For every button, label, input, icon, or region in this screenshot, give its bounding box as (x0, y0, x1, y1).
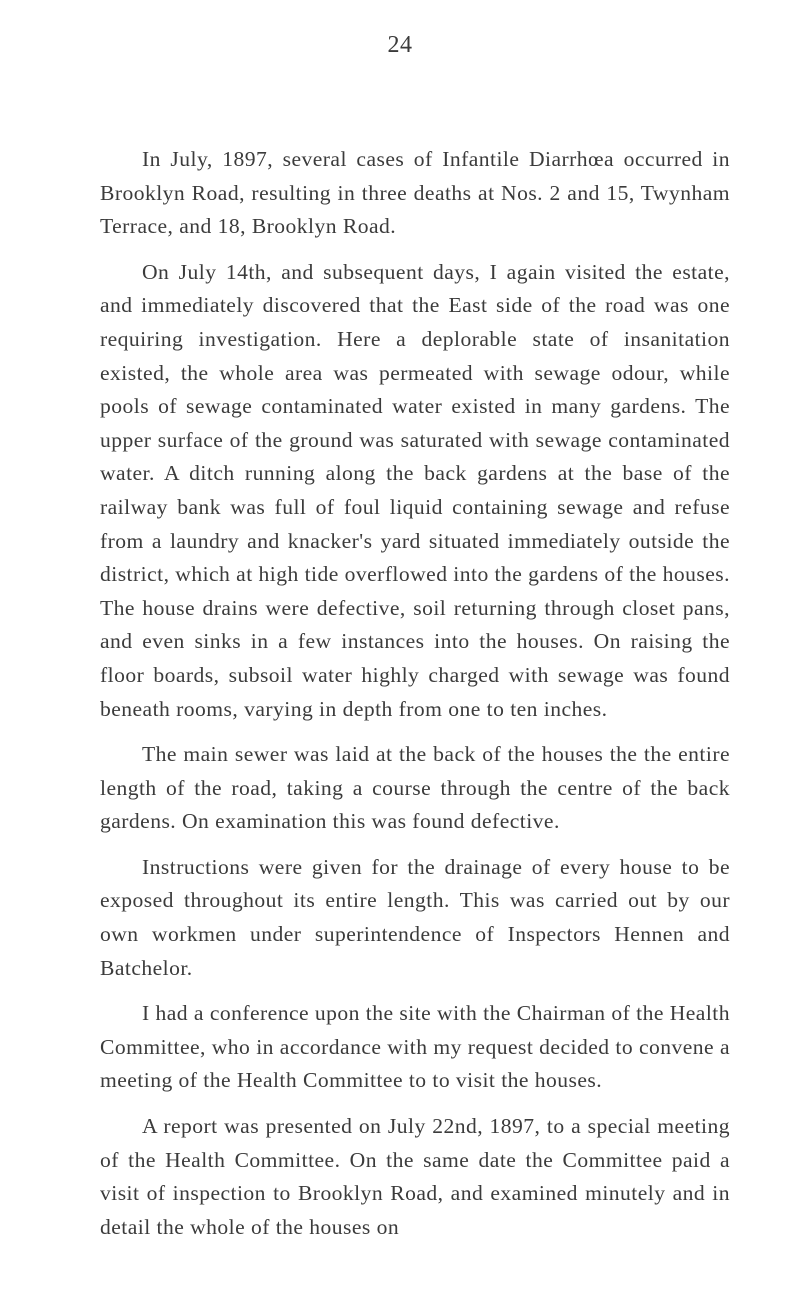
page-number: 24 (387, 32, 413, 58)
body-text (100, 143, 730, 1244)
paragraph-report-presented: A report was presented on July 22nd, 1897, to a special meeting of the Health Committee. On the same date the Committee paid a visit of inspection to Brooklyn Road, and examined minutely and in detail the whole of the houses on (100, 1114, 730, 1239)
paragraph-drainage-instructions: Instructions were given for the drainage of every house to be exposed throughout its entire length. This was carried out by our own workmen under superintendence of Inspectors Hennen and Batchelor. (100, 854, 730, 980)
paragraph-infantile-diarrhoea: In July, 1897, several cases of Infantile Diarrhœa occurred in Brooklyn Road, resulting in three deaths at Nos. 2 and 15, Twynham Terrace, and 18, Brooklyn Road. (100, 147, 730, 239)
paragraph-estate-investigation: On July 14th, and subsequent days, I again visited the estate, and immediately discovered that the East side of the road was one requiring investigation. Here a deplorable state of insanitation existed, the whole area was permeated with sewage odour, while pools of sewage contaminated water existed in many gardens. The upper surface of the ground was saturated with sewage contaminated water. A ditch running along the back gardens at the base of the railway bank was full of foul liquid containing sewage and refuse from a laundry and knacker's yard situated immediately outside the district, which at high tide overflowed into the gardens of the houses. The house drains were defective, soil returning through closet pans, and even sinks in a few instances into the houses. On raising the floor boards, subsoil water highly charged with sewage was found beneath rooms, varying in depth from one to ten inches. (100, 259, 730, 721)
paragraph-main-sewer: The main sewer was laid at the back of the houses the the entire length of the road, taking a course through the centre of the back gardens. On examination this was found defective. (100, 742, 730, 834)
paragraph-conference: I had a conference upon the site with the Chairman of the Health Committee, who in accordance with my request decided to convene a meeting of the Health Committee to to visit the houses. (100, 1001, 730, 1093)
